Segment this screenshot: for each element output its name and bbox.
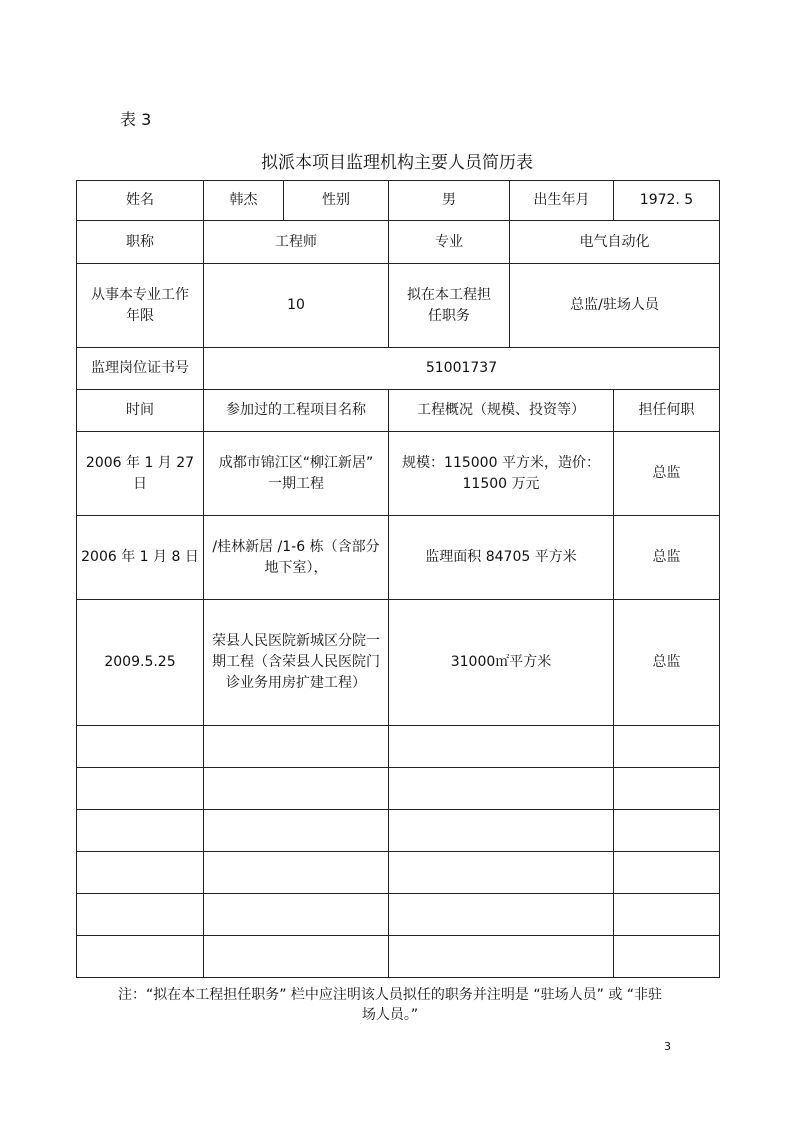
row-time: 2006 年 1 月 27 日 [77,432,204,516]
empty-row [77,768,720,810]
title-label: 职称 [77,221,204,264]
row-project [204,516,389,600]
row-project-line2: 地下室）， [264,559,328,576]
empty-cell [77,894,204,936]
row-years-role [77,264,720,348]
footnote-line2: 场人员。” [361,1007,419,1024]
row-project-line1: 荣县人民医院新城区分院一 [212,633,380,649]
empty-cell [204,810,389,852]
empty-cell [614,726,720,768]
row-overview [389,432,614,516]
row-certificate [77,348,720,390]
name-value: 韩杰 [204,181,284,221]
empty-cell [204,768,389,810]
row-project [204,432,389,516]
years-value: 10 [204,264,389,348]
resume-table [76,180,720,978]
empty-cell [614,852,720,894]
row-position: 总监 [614,600,720,726]
table-row [77,432,720,516]
years-label-line1: 从事本专业工作 [91,286,189,303]
row-time: 2006 年 1 月 8 日 [77,516,204,600]
footnote [80,985,700,1026]
empty-cell [204,726,389,768]
row-title-major [77,221,720,264]
empty-cell [614,894,720,936]
role-value: 总监/驻场人员 [510,264,720,348]
page-label: 表 3 [120,110,152,129]
empty-cell [204,894,389,936]
row-position: 总监 [614,432,720,516]
row-overview: 监理面积 84705 平方米 [389,516,614,600]
footnote-line1: 注：“拟在本工程担任职务” 栏中应注明该人员拟任的职务并注明是 “驻场人员” 或 “非驻 [117,987,663,1003]
page-number: 3 [664,1040,671,1053]
empty-cell [389,726,614,768]
major-label: 专业 [389,221,510,264]
row-project-line3: 诊业务用房扩建工程） [226,675,366,691]
header-project: 参加过的工程项目名称 [204,390,389,432]
row-overview-line1: 规模：115000 平方米，造价： [402,454,600,471]
empty-cell [389,936,614,978]
role-label-line1: 拟在本工程担 [407,286,491,303]
row-project [204,600,389,726]
empty-cell [614,936,720,978]
empty-cell [77,810,204,852]
years-label [77,264,204,348]
empty-cell [389,768,614,810]
header-position: 担任何职 [614,390,720,432]
empty-cell [389,894,614,936]
row-basic-info [77,181,720,221]
empty-row [77,852,720,894]
cert-value: 51001737 [204,348,720,390]
empty-cell [77,936,204,978]
empty-cell [77,726,204,768]
header-time: 时间 [77,390,204,432]
header-overview: 工程概况（规模、投资等） [389,390,614,432]
years-label-line2: 年限 [126,307,154,324]
empty-row [77,726,720,768]
empty-cell [389,852,614,894]
gender-value: 男 [389,181,510,221]
empty-cell [204,936,389,978]
row-project-line1: 成都市锦江区“柳江新居” [218,454,374,471]
birth-label: 出生年月 [510,181,614,221]
title-value: 工程师 [204,221,389,264]
row-experience-header [77,390,720,432]
empty-cell [204,852,389,894]
empty-row [77,894,720,936]
cert-label: 监理岗位证书号 [77,348,204,390]
row-position: 总监 [614,516,720,600]
gender-label: 性别 [284,181,389,221]
row-project-line2: 一期工程 [268,475,324,492]
name-label: 姓名 [77,181,204,221]
empty-cell [77,768,204,810]
birth-value: 1972. 5 [614,181,720,221]
major-value: 电气自动化 [510,221,720,264]
row-project-line1: /桂林新居 /1-6 栋（含部分 [212,538,380,555]
table-row [77,600,720,726]
document-title: 拟派本项目监理机构主要人员简历表 [261,153,533,173]
row-time: 2009.5.25 [77,600,204,726]
empty-cell [614,768,720,810]
row-overview-line2: 11500 万元 [462,475,540,492]
table-row [77,516,720,600]
empty-row [77,936,720,978]
empty-cell [77,852,204,894]
role-label-line2: 任职务 [428,307,470,324]
role-label [389,264,510,348]
row-overview: 31000㎡平方米 [389,600,614,726]
row-project-line2: 期工程（含荣县人民医院门 [212,654,380,670]
empty-cell [614,810,720,852]
empty-cell [389,810,614,852]
empty-row [77,810,720,852]
